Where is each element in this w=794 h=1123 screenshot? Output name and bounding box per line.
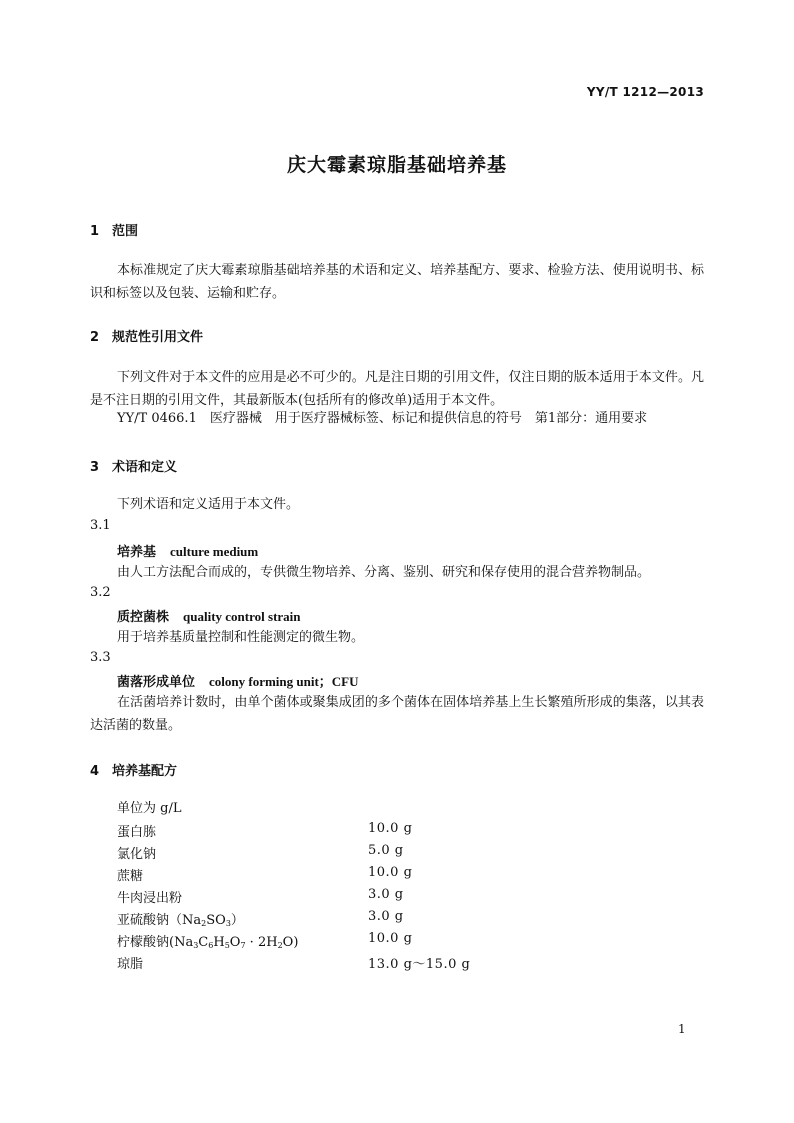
ingredient-name: 牛肉浸出粉 [117, 891, 183, 906]
name-part: C [198, 935, 209, 950]
term-chinese: 菌落形成单位 [117, 675, 196, 690]
ingredient-amount: 10.0 g [368, 865, 413, 880]
subscript: 3 [225, 919, 231, 928]
section-title: 范围 [112, 224, 139, 239]
name-part: 柠檬酸钠(Na [117, 935, 194, 950]
subscript: 7 [240, 941, 246, 950]
section-1-paragraph: 本标准规定了庆大霉素琼脂基础培养基的术语和定义、培养基配方、要求、检验方法、使用说明书、标识和标签以及包装、运输和贮存。 [90, 263, 704, 301]
ingredient-amount: 10.0 g [368, 821, 413, 836]
section-title: 规范性引用文件 [112, 330, 204, 345]
name-part: O) [282, 935, 299, 950]
term-definition: 由人工方法配合而成的，专供微生物培养、分离、鉴别、研究和保存使用的混合营养物制品。 [117, 565, 651, 580]
section-1-heading [90, 220, 138, 239]
term-number: 3.1 [90, 518, 111, 533]
formula-unit: 单位为 g/L [117, 801, 182, 816]
ingredient-name: 琼脂 [117, 957, 144, 972]
name-part: SO [206, 913, 226, 928]
name-part: · 2H [245, 935, 278, 950]
term-english: quality control strain [183, 609, 301, 624]
name-part: O [229, 935, 241, 950]
ingredient-amount: 5.0 g [368, 843, 404, 858]
term-chinese: 质控菌株 [117, 610, 170, 625]
subscript: 2 [201, 919, 207, 928]
name-part: H [213, 935, 225, 950]
term-definition: 在活菌培养计数时，由单个菌体或聚集成团的多个菌体在固体培养基上生长繁殖所形成的集落，以其表达活菌的数量。 [90, 695, 704, 733]
standard-number: YY/T 1212—2013 [586, 85, 704, 99]
section-title: 培养基配方 [112, 764, 178, 779]
document-title: 庆大霉素琼脂基础培养基 [286, 154, 507, 176]
section-number: 2 [90, 330, 100, 345]
term-chinese: 培养基 [117, 545, 157, 560]
term-heading [117, 606, 301, 625]
term-english: colony forming unit；CFU [209, 674, 359, 689]
page-number: 1 [678, 1022, 686, 1036]
ingredient-name: 氯化钠 [117, 847, 157, 862]
subscript: 2 [277, 941, 283, 950]
subscript: 5 [224, 941, 230, 950]
name-part: 亚硫酸钠（Na [117, 913, 202, 928]
subscript: 6 [208, 941, 214, 950]
section-number: 4 [90, 764, 100, 779]
section-2-paragraph: 下列文件对于本文件的应用是必不可少的。凡是注日期的引用文件，仅注日期的版本适用于本文件。凡是不注日期的引用文件，其最新版本(包括所有的修改单)适用于本文件。 [90, 370, 704, 408]
ingredient-amount: 10.0 g [368, 931, 413, 946]
ingredient-amount: 3.0 g [368, 909, 404, 924]
ingredient-amount: 3.0 g [368, 887, 404, 902]
section-number: 3 [90, 460, 100, 475]
term-definition: 用于培养基质量控制和性能测定的微生物。 [117, 630, 365, 645]
section-3-intro: 下列术语和定义适用于本文件。 [117, 497, 300, 512]
section-number: 1 [90, 224, 100, 239]
term-number: 3.2 [90, 585, 111, 600]
ingredient-name: 蔗糖 [117, 869, 144, 884]
section-2-heading [90, 326, 203, 345]
ingredient-name: 蛋白胨 [117, 825, 157, 840]
name-part: ） [230, 913, 244, 928]
section-3-heading [90, 456, 177, 475]
term-heading [117, 541, 258, 560]
term-english: culture medium [170, 544, 259, 559]
section-title: 术语和定义 [112, 460, 178, 475]
ingredient-name [117, 931, 298, 950]
ingredient-name [117, 909, 244, 928]
ingredient-amount: 13.0 g～15.0 g [368, 957, 471, 972]
subscript: 3 [193, 941, 199, 950]
term-heading [117, 671, 359, 690]
normative-reference: YY/T 0466.1 医疗器械 用于医疗器械标签、标记和提供信息的符号 第1部分：通用要求 [117, 411, 648, 426]
term-number: 3.3 [90, 650, 111, 665]
section-4-heading [90, 760, 177, 779]
